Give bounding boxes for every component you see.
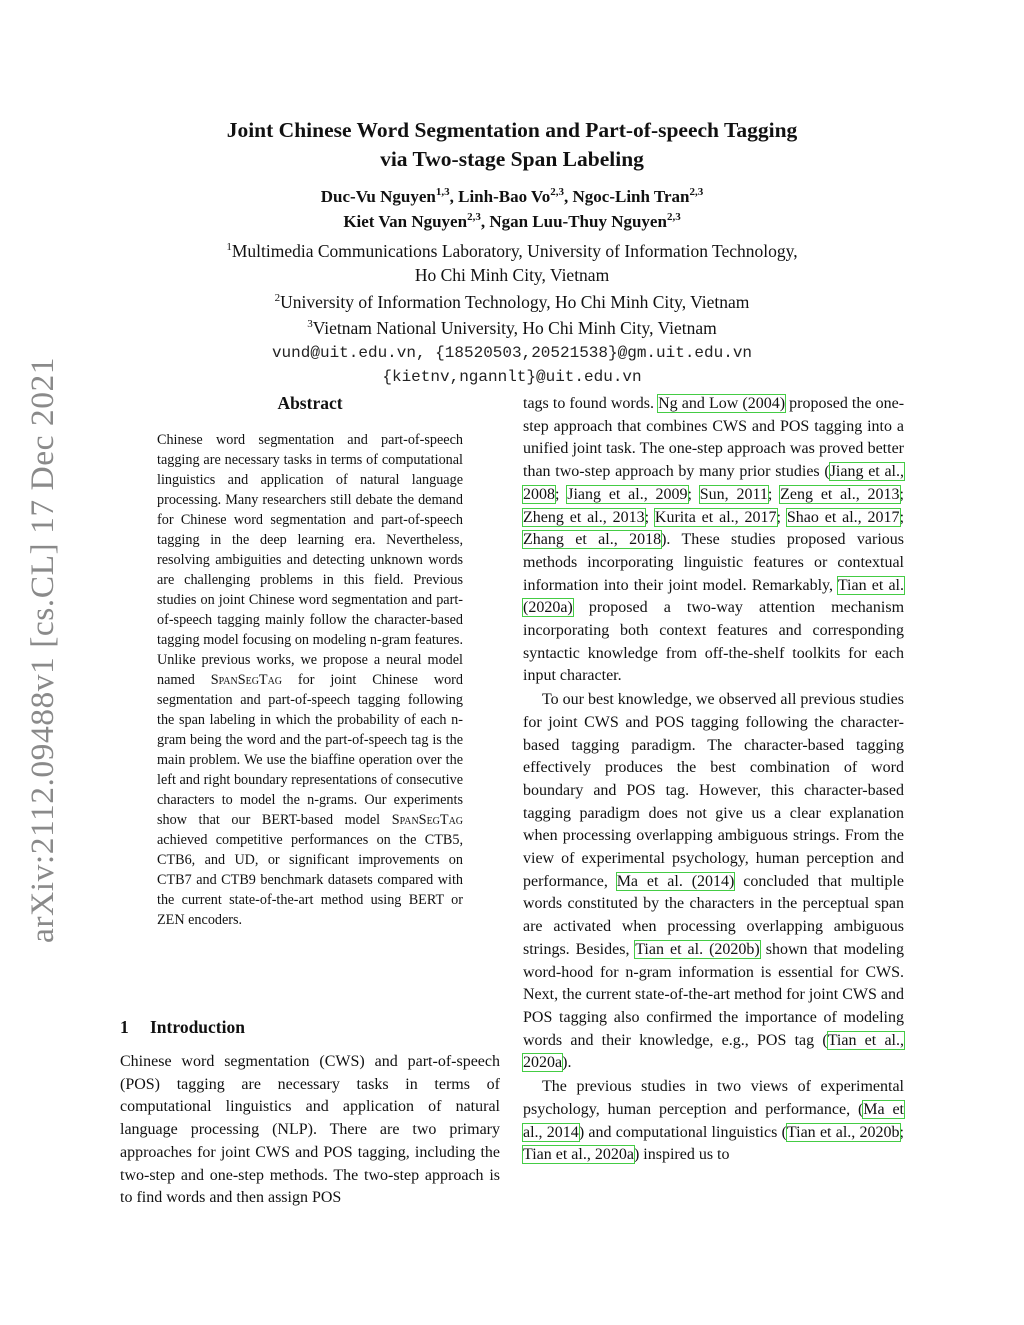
- citation-link[interactable]: Ma et al., 2014: [523, 1100, 904, 1141]
- affiliation-text: Multimedia Communications Laboratory, University of Information Technology,: [231, 241, 798, 261]
- body-text: ).: [562, 1054, 572, 1072]
- abstract-text: for joint Chinese word segmentation and part-of-speech tagging following the span labeling in which the probability of each n-gram being the word and the part-of-speech tag is the main problem. We use the biaffine operation over the left and right boundary representations of consecutive characters to model the n-grams. Our experiments show that our BERT-based model: [157, 672, 464, 828]
- citation-link[interactable]: Kurita et al., 2017: [654, 508, 777, 526]
- model-name: SpanSegTag: [391, 812, 464, 828]
- citation-link[interactable]: Jiang et al., 2009: [567, 485, 688, 503]
- author-affiliation-marker: 2,3: [666, 211, 681, 223]
- body-text: ) inspired us to: [633, 1146, 730, 1164]
- body-text: concluded that multiple words constituted by the characters in the perceptual span are activated when processing overlapping ambiguous strings. Besides,: [523, 872, 905, 958]
- citation-link[interactable]: Shao et al., 2017: [786, 508, 900, 526]
- author-name: Duc-Vu Nguyen: [320, 187, 436, 206]
- abstract-heading: Abstract: [277, 393, 343, 413]
- citation-link[interactable]: Zheng et al., 2013: [523, 508, 645, 526]
- citation-link[interactable]: Tian et al. (2020b): [635, 940, 760, 958]
- author-affiliation-marker: 2,3: [689, 186, 704, 198]
- citation-link[interactable]: Ng and Low (2004): [658, 395, 786, 412]
- body-text: The previous studies in two views of experimental psychology, human perception and performance, (: [523, 1078, 904, 1118]
- affiliation-2: [120, 290, 904, 314]
- abstract-text: achieved competitive performances on the CTB5, CTB6, and UD, or significant improvements on CTB7 and CTB9 benchmark datasets compared with the current state-of-the-art method using BERT or ZEN encoders.: [157, 832, 463, 928]
- author-line-1: Duc-Vu Nguyen$^{1,3}$, Linh-Bao Vo$^{2,3}$, Ngoc-Linh Tran$^{2,3}$: [320, 186, 704, 206]
- citation-link[interactable]: Jiang et al., 2008: [523, 463, 904, 503]
- body-text: shown that modeling word-hood for n-gram information is essential for CWS. Next, the current state-of-the-art method for joint CWS and POS tagging also confirmed the importance of modeling words and their knowledge, e.g., POS tag (: [523, 940, 904, 1049]
- body-text: tags to found words.: [523, 395, 654, 412]
- affiliation-number: 3: [307, 318, 313, 330]
- arxiv-identifier: arXiv:2112.09488v1 [cs.CL] 17 Dec 2021: [25, 366, 61, 943]
- paragraph-2: [523, 689, 904, 1075]
- arxiv-sidebar-stamp: [22, 355, 64, 945]
- citation-link[interactable]: Sun, 2011: [699, 485, 768, 503]
- affiliation-1: [120, 239, 904, 287]
- affiliation-text: Vietnam National University, Ho Chi Minh City, Vietnam: [312, 318, 717, 338]
- section-number: 1: [120, 1017, 129, 1037]
- model-name: SpanSegTag: [210, 672, 283, 688]
- abstract-body: [157, 430, 463, 930]
- paragraph-1: [523, 393, 904, 688]
- title-line-2: via Two-stage Span Labeling: [380, 147, 644, 171]
- right-column: [523, 393, 904, 1167]
- separator: ;: [899, 485, 904, 503]
- section-heading-introduction: [120, 1017, 500, 1038]
- separator: ;: [644, 508, 655, 526]
- author-name: Linh-Bao Vo: [458, 187, 551, 206]
- body-text: To our best knowledge, we observed all previous studies for joint CWS and POS tagging following the character-based tagging paradigm. The character-based tagging effectively produces the best combination of word boundary and POS tag. However, this character-based tagging paradigm does not give us a clear explanation when processing overlapping ambiguous strings. From the view of experimental psychology, human perception and performance,: [523, 691, 904, 890]
- citation-link[interactable]: Tian et al., 2020a: [523, 1031, 905, 1072]
- affiliation-text-continued: Ho Chi Minh City, Vietnam: [414, 265, 610, 285]
- separator: ;: [899, 1123, 904, 1141]
- citation-link[interactable]: Tian et al., 2020b: [786, 1123, 900, 1141]
- author-emails-line-1: vund@uit.edu.vn, {18520503,20521538}@gm.uit.edu.vn: [271, 344, 753, 362]
- body-text: proposed a two-way attention mechanism incorporating both context features and corresponding syntactic knowledge from off-the-shelf toolkits for each input character.: [523, 599, 905, 685]
- separator: ;: [687, 485, 700, 503]
- author-name: Ngoc-Linh Tran: [572, 187, 690, 206]
- affiliation-text: University of Information Technology, Ho Chi Minh City, Vietnam: [280, 292, 750, 312]
- section-title: Introduction: [150, 1017, 245, 1037]
- paragraph-3: [523, 1076, 904, 1167]
- affiliation-number: 2: [274, 292, 281, 304]
- introduction-paragraph: Chinese word segmentation (CWS) and part-of-speech (POS) tagging are necessary tasks in terms of computational linguistics and application of natural language processing (NLP). There are two primary approaches for joint CWS and POS tagging, including the two-step and one-step methods. The two-step approach is to find words and then assign POS: [120, 1053, 500, 1207]
- affiliation-3: [120, 316, 904, 340]
- affiliation-number: 1: [226, 241, 232, 253]
- separator: ;: [767, 485, 781, 503]
- citation-link[interactable]: Zhang et al., 2018: [523, 531, 662, 549]
- author-affiliation-marker: 1,3: [435, 186, 450, 198]
- author-name: Ngan Luu-Thuy Nguyen: [489, 212, 667, 231]
- body-text: ) and computational linguistics (: [578, 1123, 787, 1141]
- citation-link[interactable]: Ma et al. (2014): [616, 872, 735, 890]
- author-list: [120, 184, 904, 234]
- paper-title: [120, 116, 904, 174]
- separator: ;: [899, 508, 905, 526]
- title-line-1: Joint Chinese Word Segmentation and Part-of-speech Tagging: [226, 118, 798, 142]
- citation-link[interactable]: Zeng et al., 2013: [780, 485, 900, 503]
- abstract-text: Chinese word segmentation and part-of-speech tagging are necessary tasks in terms of computational linguistics and application of natural language processing. Many researchers still debate the demand for Chinese word segmentation and part-of-speech tagging in the deep learning era. Nevertheless, resolving ambiguities and detecting unknown words are challenging problems in this field. Previous studies on joint Chinese word segmentation and part-of-speech tagging mainly follow the character-based tagging model focusing on modeling n-gram features. Unlike previous works, we propose a neural model named: [157, 432, 463, 688]
- author-line-2: Kiet Van Nguyen$^{2,3}$, Ngan Luu-Thuy Nguyen$^{2,3}$: [343, 211, 681, 231]
- author-affiliation-marker: 2,3: [467, 211, 481, 223]
- author-emails-line-2: {kietnv,ngannlt}@uit.edu.vn: [382, 368, 642, 386]
- body-text: proposed the one-step approach that combines CWS and POS tagging into a unified joint task. The one-step approach was proved better than two-step approach by many prior studies (: [523, 395, 905, 481]
- author-name: Kiet Van Nguyen: [343, 212, 468, 231]
- citation-link[interactable]: Tian et al., 2020a: [523, 1146, 634, 1164]
- author-affiliation-marker: 2,3: [550, 186, 564, 198]
- body-text: ). These studies proposed various methods incorporating linguistic features or contextual information into their joint model. Remarkably,: [523, 531, 904, 594]
- separator: ;: [776, 508, 787, 526]
- citation-link[interactable]: Tian et al. (2020a): [523, 576, 904, 617]
- separator: ;: [555, 485, 568, 503]
